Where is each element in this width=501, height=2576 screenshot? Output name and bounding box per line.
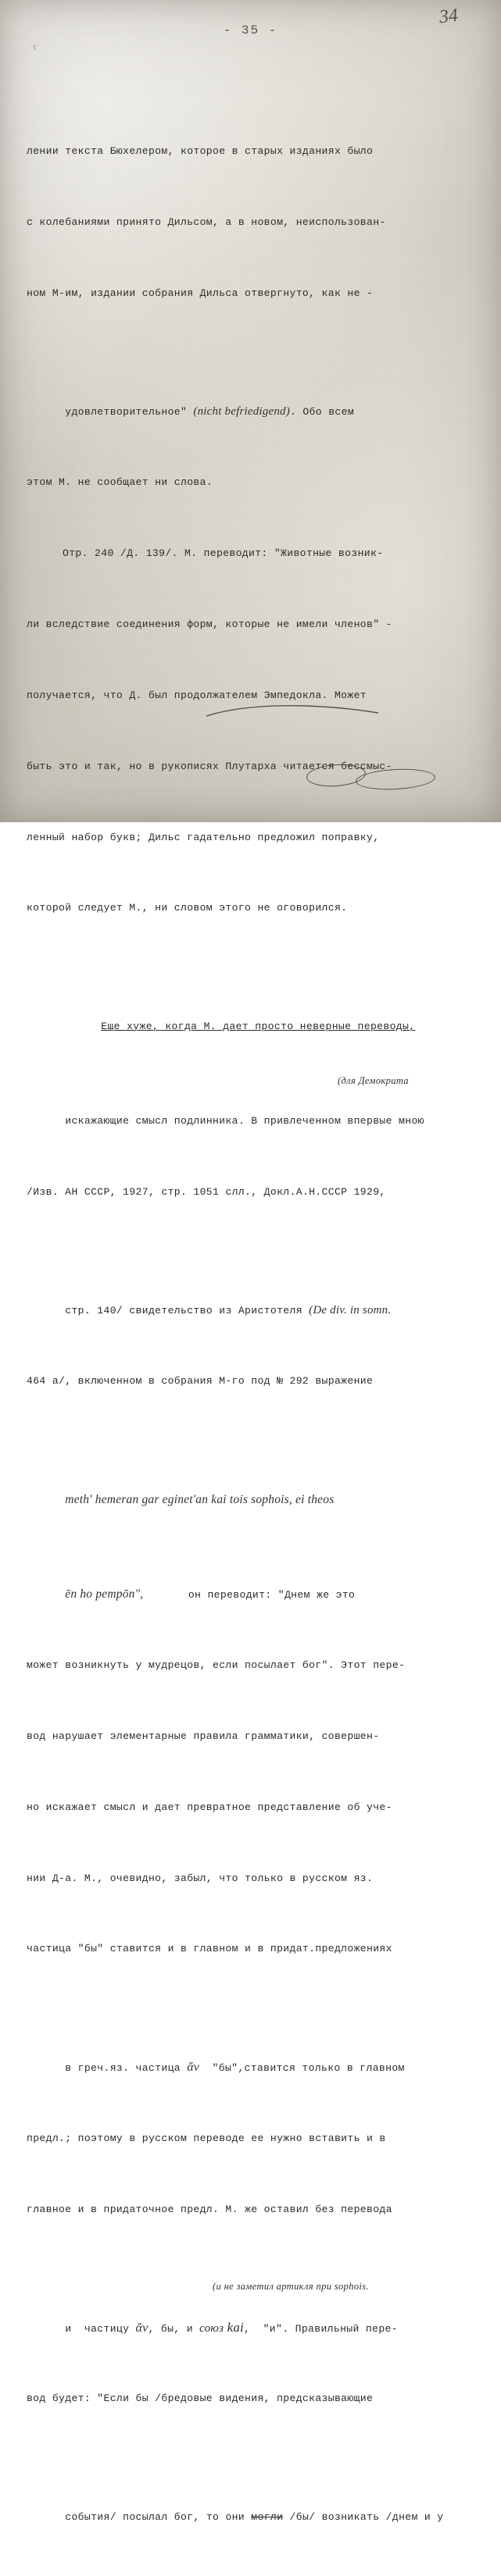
text-line: 464 а/, включенном в собрания М-го под № 292 выражение — [27, 1375, 374, 1388]
text-line: может возникнуть у мудрецов, если посылает бог". Этот пере- — [27, 1659, 406, 1671]
text-line-with-greek — [27, 2033, 478, 2074]
text-line-with-annotation — [27, 2280, 478, 2336]
text-line-with-handwriting — [27, 1275, 478, 1317]
text-line-segment: и частицу — [65, 2323, 136, 2336]
text-line-segment: он переводит: "Днем же это — [143, 1589, 356, 1601]
handwritten-greek-kai: kai — [224, 2320, 244, 2336]
text-line: вод будет: "Если бы /бредовые видения, предсказывающие — [27, 2393, 374, 2405]
handwritten-greek-transliteration: meth' hemeran gar eginet'an kai tois sophois, ei theos — [65, 1492, 335, 1506]
text-line: нии Д-а. М., очевидно, забыл, что только в русском яз. — [27, 1872, 374, 1884]
text-line-segment: стр. 140/ свидетельство из Аристотеля — [65, 1305, 310, 1317]
handwritten-latin-citation: (De div. in somn. — [309, 1304, 392, 1317]
text-line: но искажает смысл и дает превратное представление об уче- — [27, 1801, 392, 1813]
handwritten-greek-transliteration-2: ēn ho pempōn", — [65, 1587, 144, 1601]
text-line-segment: /бы/ возникать /днем и у — [283, 2510, 444, 2523]
text-line-segment: искажающие смысл подлинника. В привлеченном впервые мною — [65, 1115, 424, 1128]
margin-annotation: (для Демокрита — [338, 1074, 409, 1086]
text-line: которой следует М., ни словом этого не оговорился. — [27, 902, 348, 914]
text-line: ном М-им, издании собрания Дильса отвергнуто, как не - — [27, 287, 374, 299]
handwritten-greek-an-2: ἄν — [135, 2321, 149, 2336]
handwritten-greek-an: ἄν — [187, 2060, 200, 2074]
text-line-segment: "бы",ставится только в главном — [199, 2061, 405, 2074]
text-line-segment: , бы, и — [148, 2323, 200, 2336]
text-line-segment: в греч.яз. частица — [65, 2061, 188, 2074]
text-line: вод нарушает элементарные правила грамматики, совершен- — [27, 1730, 380, 1742]
text-line-with-annotation — [27, 1074, 478, 1128]
page-number: - 35 - — [223, 23, 278, 37]
handwritten-greek-line-continued — [27, 1559, 478, 1601]
folio-number-handwritten: 34 — [438, 5, 460, 28]
text-line: частица "бы" ставится и в главном и в придат.предложениях — [27, 1943, 392, 1955]
text-line-with-handwriting — [27, 376, 478, 419]
stray-pencil-mark: г — [30, 40, 39, 53]
text-line: этом М. не сообщает ни слова. — [27, 476, 213, 489]
text-line-segment: события/ посылал бог, то они — [65, 2510, 252, 2523]
text-line: с колебаниями принято Дильсом, а в новом, неиспользован- — [27, 216, 386, 228]
text-line: Отр. 240 /Д. 139/. М. переводит: "Животные возник- — [63, 547, 384, 559]
text-line-segment: удовлетворительное" — [65, 406, 194, 419]
text-line-segment: . Обо всем — [289, 406, 355, 419]
text-line-segment: , "и". Правильный пере- — [243, 2323, 398, 2336]
underlined-phrase: Еще хуже, когда М. дает просто неверные переводы, — [101, 1020, 416, 1032]
text-line: ли вследствие соединения форм, которые не имели членов" - — [27, 618, 392, 630]
margin-annotation-2: (и не заметил артикля при sophois. — [213, 2280, 369, 2292]
text-line: /Изв. АН СССР, 1927, стр. 1051 слл., Докл.А.Н.СССР 1929, — [27, 1185, 386, 1198]
handwritten-word-soyuz: союз — [199, 2322, 224, 2336]
typescript-body — [27, 69, 478, 2576]
text-line-with-corrections — [27, 2482, 478, 2523]
handwritten-greek-line — [27, 1465, 478, 1506]
text-line: предл.; поэтому в русском переводе ее нужно вставить и в — [27, 2132, 386, 2144]
text-line: получается, что Д. был продолжателем Эмпедокла. Может — [27, 689, 367, 701]
text-line: ленный набор букв; Дильс гадательно предложил поправку, — [27, 831, 380, 843]
struck-word: могли — [251, 2510, 284, 2523]
text-line: быть это и так, но в рукописях Плутарха читается бессмыс- — [27, 760, 392, 772]
text-line: главное и в придаточное предл. М. же оставил без перевода — [27, 2203, 392, 2215]
handwritten-latin-phrase: (nicht befriedigend) — [193, 405, 290, 419]
text-line-underlined — [27, 992, 478, 1032]
text-line: лении текста Бюхелером, которое в старых изданиях было — [27, 144, 374, 157]
